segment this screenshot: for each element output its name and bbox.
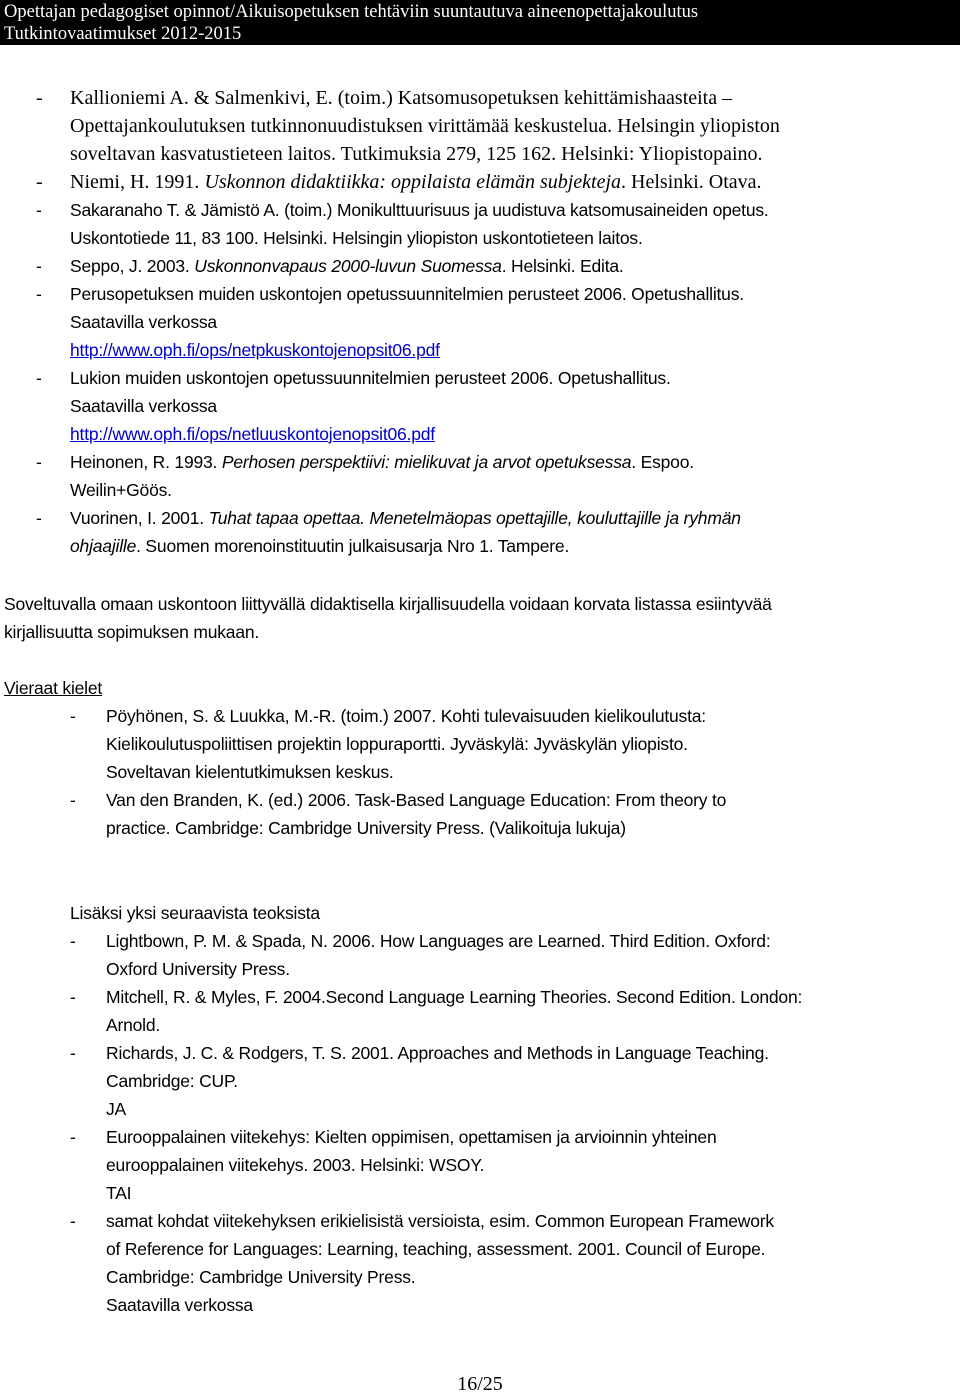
ref-perusopetus-link[interactable]: http://www.oph.fi/ops/netpkuskontojenopsit06.pdf — [70, 340, 440, 360]
header-subtitle: Tutkintovaatimukset 2012-2015 — [4, 24, 242, 44]
ref-vuorinen-title: Tuhat tapaa opettaa. Menetelmäopas opettajille, kouluttajille ja ryhmän — [208, 508, 741, 528]
ref-perusopetus-line1: Perusopetuksen muiden uskontojen opetussuunnitelmien perusteet 2006. Opetushallitus. — [70, 284, 744, 304]
list-item: - Lightbown, P. M. & Spada, N. 2006. How Languages are Learned. Third Edition. Oxford: Oxford University Press. — [0, 927, 960, 983]
ref-vandenbranden-line1: Van den Branden, K. (ed.) 2006. Task-Based Language Education: From theory to — [106, 790, 727, 810]
list-item: - samat kohdat viitekehyksen erikielisistä versioista, esim. Common European Framework of Reference for Languages: Learning, teaching, assessment. 2001. Council of Europe. Cambridge: Cambridge University Press. Saatavilla verkossa — [0, 1207, 960, 1319]
ref-kallioniemi-line3: soveltavan kasvatustieteen laitos. Tutkimuksia 279, 125 162. Helsinki: Yliopistopaino. — [70, 143, 763, 165]
ref-samat-available: Saatavilla verkossa — [106, 1295, 253, 1315]
ref-vandenbranden-line2: practice. Cambridge: Cambridge University Press. (Valikoituja lukuja) — [106, 818, 626, 838]
ref-lukio-link[interactable]: http://www.oph.fi/ops/netluuskontojenopsit06.pdf — [70, 424, 435, 444]
ref-poyhonen-line1: Pöyhönen, S. & Luukka, M.-R. (toim.) 2007. Kohti tulevaisuuden kielikoulutusta: — [106, 706, 706, 726]
section-heading-text: Vieraat kielet — [4, 678, 103, 698]
list-item: - Pöyhönen, S. & Luukka, M.-R. (toim.) 2007. Kohti tulevaisuuden kielikoulutusta: Kielikoulutuspoliittisen projektin loppuraportti. Jyväskylä: Jyväskylän yliopisto. Soveltavan kielentutkimuksen keskus. — [0, 702, 960, 786]
ref-heinonen-place: . Espoo. — [631, 452, 694, 472]
ref-heinonen-author: Heinonen, R. 1993. — [70, 452, 222, 472]
page-number: 16/25 — [457, 1373, 503, 1395]
ref-lukio-available: Saatavilla verkossa — [70, 396, 217, 416]
note-line2: kirjallisuutta sopimuksen mukaan. — [4, 622, 260, 642]
ref-eurooppalainen-line1: Eurooppalainen viitekehys: Kielten oppimisen, opettamisen ja arvioinnin yhteinen — [106, 1127, 717, 1147]
list-item: - Sakaranaho T. & Jämistö A. (toim.) Monikulttuurisuus ja uudistuva katsomusaineiden opetus. Uskontotiede 11, 83 100. Helsinki. Helsingin yliopiston uskontotieteen laitos. — [0, 196, 960, 252]
list-item: - Kallioniemi A. & Salmenkivi, E. (toim.) Katsomusopetuksen kehittämishaasteita – Opettajankoulutuksen tutkinnonuudistuksen virittämää keskustelua. Helsingin yliopiston soveltavan kasvatustieteen laitos. Tutkimuksia 279, 125 162. Helsinki: Yliopistopaino. — [0, 84, 960, 168]
ref-lightbown-line1: Lightbown, P. M. & Spada, N. 2006. How Languages are Learned. Third Edition. Oxford: — [106, 931, 771, 951]
ref-samat-line3: Cambridge: Cambridge University Press. — [106, 1267, 416, 1287]
reference-list-religion — [0, 84, 960, 560]
ref-vuorinen-title-end: ohjaajille — [70, 536, 137, 556]
ref-mitchell-line2: Arnold. — [106, 1015, 161, 1035]
list-item: - Perusopetuksen muiden uskontojen opetussuunnitelmien perusteet 2006. Opetushallitus. Saatavilla verkossa http://www.oph.fi/ops/netpkuskontojenopsit06.pdf — [0, 280, 960, 364]
header-title: Opettajan pedagogiset opinnot/Aikuisopetuksen tehtäviin suuntautuva aineenopettajakoulutus — [4, 2, 699, 22]
page-header — [0, 0, 960, 45]
ref-heinonen-title: Perhosen perspektiivi: mielikuvat ja arvot opetuksessa — [221, 452, 632, 472]
substitution-note — [4, 590, 960, 646]
ref-vuorinen-series: . Suomen morenoinstituutin julkaisusarja Nro 1. Tampere. — [136, 536, 570, 556]
ref-richards-line2: Cambridge: CUP. — [106, 1071, 238, 1091]
ref-samat-line1: samat kohdat viitekehyksen erikielisistä versioista, esim. Common European Framework — [106, 1211, 774, 1231]
ref-mitchell-line1: Mitchell, R. & Myles, F. 2004.Second Language Learning Theories. Second Edition. London: — [106, 987, 803, 1007]
conjunction-or: TAI — [106, 1183, 132, 1203]
ref-seppo-title: Uskonnonvapaus 2000-luvun Suomessa — [194, 256, 502, 276]
reference-list-languages — [0, 702, 960, 842]
ref-sakaranaho-line2: Uskontotiede 11, 83 100. Helsinki. Helsingin yliopiston uskontotieteen laitos. — [70, 228, 643, 248]
list-item: - Heinonen, R. 1993. Perhosen perspektiivi: mielikuvat ja arvot opetuksessa. Espoo. Weilin+Göös. — [0, 448, 960, 504]
additional-reading-heading — [70, 899, 960, 927]
ref-seppo-author: Seppo, J. 2003. — [70, 256, 195, 276]
ref-kallioniemi-line2: Opettajankoulutuksen tutkinnonuudistuksen virittämää keskustelua. Helsingin yliopiston — [70, 115, 780, 137]
ref-niemi-title: Uskonnon didaktiikka: oppilaista elämän subjekteja — [204, 171, 622, 193]
ref-heinonen-publisher: Weilin+Göös. — [70, 480, 172, 500]
list-item: - Mitchell, R. & Myles, F. 2004.Second Language Learning Theories. Second Edition. London: Arnold. — [0, 983, 960, 1039]
ref-lightbown-line2: Oxford University Press. — [106, 959, 290, 979]
list-item: - Eurooppalainen viitekehys: Kielten oppimisen, opettamisen ja arvioinnin yhteinen eurooppalainen viitekehys. 2003. Helsinki: WSOY. TAI — [0, 1123, 960, 1207]
additional-reading-text: Lisäksi yksi seuraavista teoksista — [70, 903, 320, 923]
list-item: - Seppo, J. 2003. Uskonnonvapaus 2000-luvun Suomessa. Helsinki. Edita. — [36, 256, 624, 276]
list-item: - Niemi, H. 1991. Uskonnon didaktiikka: oppilaista elämän subjekteja. Helsinki. Otava. — [36, 171, 762, 193]
ref-lukio-line1: Lukion muiden uskontojen opetussuunnitelmien perusteet 2006. Opetushallitus. — [70, 368, 671, 388]
conjunction-and: JA — [106, 1099, 127, 1119]
list-item: - Vuorinen, I. 2001. Tuhat tapaa opettaa. Menetelmäopas opettajille, kouluttajille ja ryhmän ohjaajille. Suomen morenoinstituutin julkaisusarja Nro 1. Tampere. — [36, 508, 741, 556]
ref-vuorinen-author: Vuorinen, I. 2001. — [70, 508, 209, 528]
list-item: - Van den Branden, K. (ed.) 2006. Task-Based Language Education: From theory to practice. Cambridge: Cambridge University Press. (Valikoituja lukuja) — [0, 786, 960, 842]
ref-perusopetus-available: Saatavilla verkossa — [70, 312, 217, 332]
ref-poyhonen-line3: Soveltavan kielentutkimuksen keskus. — [106, 762, 394, 782]
section-heading-foreign-languages — [4, 674, 960, 702]
ref-seppo-publisher: . Helsinki. Edita. — [501, 256, 624, 276]
note-line1: Soveltuvalla omaan uskontoon liittyvällä didaktisella kirjallisuudella voidaan korvata listassa esiintyvää — [4, 594, 772, 614]
reference-list-additional — [0, 927, 960, 1319]
ref-sakaranaho-line1: Sakaranaho T. & Jämistö A. (toim.) Monikulttuurisuus ja uudistuva katsomusaineiden opetus. — [70, 200, 769, 220]
ref-niemi-author: Niemi, H. 1991. — [70, 171, 205, 193]
ref-samat-line2: of Reference for Languages: Learning, teaching, assessment. 2001. Council of Europe. — [106, 1239, 766, 1259]
ref-kallioniemi-line1: Kallioniemi A. & Salmenkivi, E. (toim.) Katsomusopetuksen kehittämishaasteita – — [70, 87, 733, 109]
list-item: - Richards, J. C. & Rodgers, T. S. 2001. Approaches and Methods in Language Teaching. Cambridge: CUP. JA — [0, 1039, 960, 1123]
list-item: - Lukion muiden uskontojen opetussuunnitelmien perusteet 2006. Opetushallitus. Saatavilla verkossa http://www.oph.fi/ops/netluuskontojenopsit06.pdf — [0, 364, 960, 448]
ref-richards-line1: Richards, J. C. & Rodgers, T. S. 2001. Approaches and Methods in Language Teaching. — [106, 1043, 769, 1063]
ref-eurooppalainen-line2: eurooppalainen viitekehys. 2003. Helsinki: WSOY. — [106, 1155, 485, 1175]
ref-niemi-publisher: . Helsinki. Otava. — [621, 171, 762, 193]
ref-poyhonen-line2: Kielikoulutuspoliittisen projektin loppuraportti. Jyväskylä: Jyväskylän yliopisto. — [106, 734, 688, 754]
